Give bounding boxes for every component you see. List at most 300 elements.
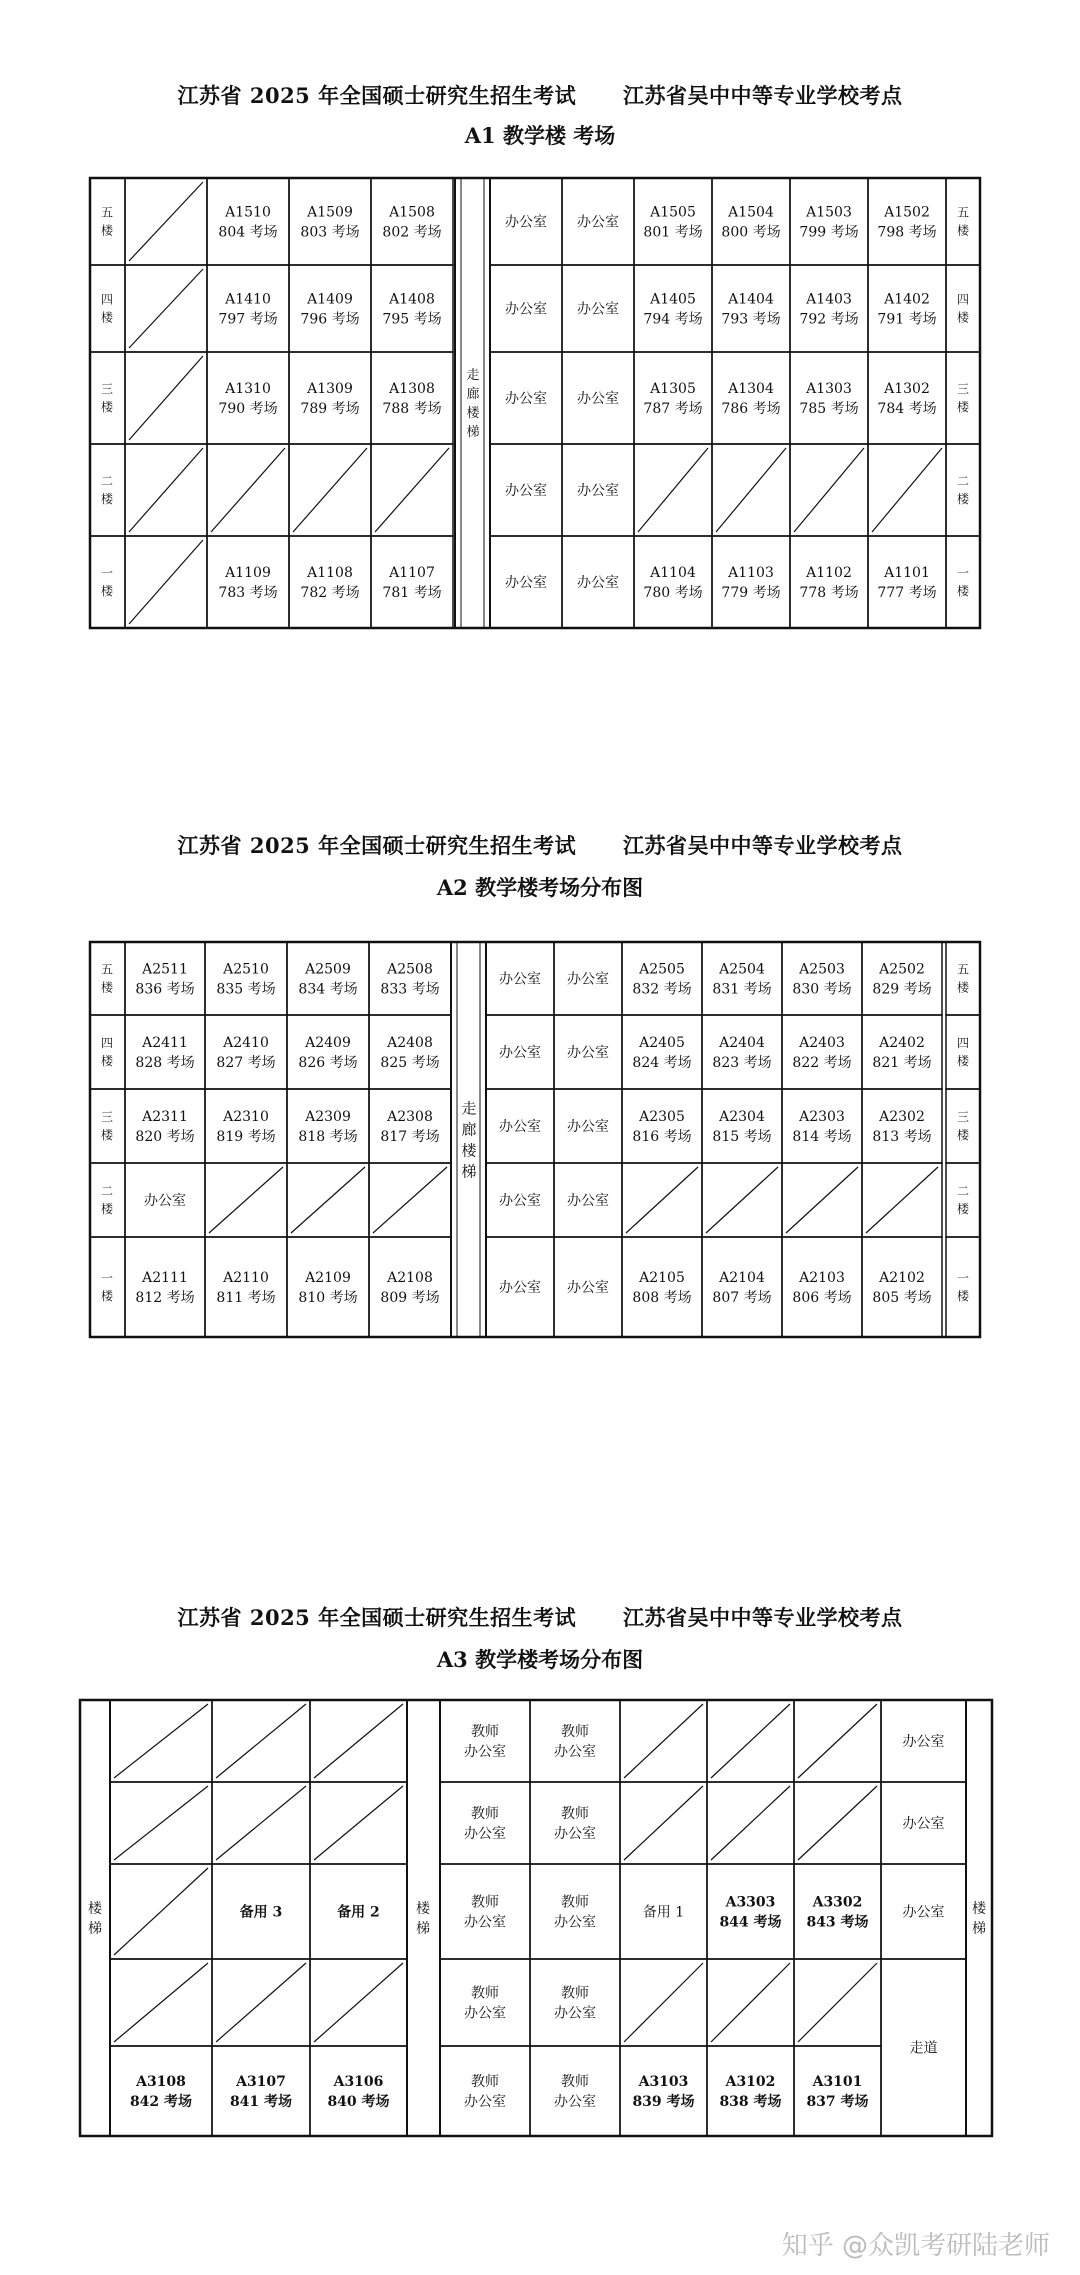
- a2-left-cell-label: A2308: [387, 1109, 433, 1125]
- empty-cell-diagonal: [798, 1963, 877, 2042]
- a3-right-cell: [794, 2046, 881, 2136]
- a1-left-cell: [289, 178, 371, 265]
- a2-right-cell-label: 829 考场: [872, 981, 932, 998]
- a2-left-cell-label: A2410: [223, 1035, 269, 1051]
- a2-left-cell-label: 办公室: [144, 1193, 186, 1209]
- a3-right-cell: [530, 1782, 620, 1864]
- a2-left-cell: [205, 1015, 287, 1089]
- a2-floor-label: 一: [100, 1271, 114, 1285]
- a2-right-cell-label: A2403: [799, 1035, 845, 1051]
- a2-right-cell-label: 办公室: [567, 1280, 609, 1296]
- a2-right-cell-label: A2102: [879, 1270, 925, 1286]
- a2-left-cell-label: 818 考场: [298, 1129, 358, 1145]
- a1-floor-label: 楼: [100, 584, 114, 598]
- a2-right-cell-label: 832 考场: [632, 981, 692, 998]
- a1-left-cell: [371, 352, 453, 444]
- a2-right-cell: [702, 942, 782, 1015]
- a1-left-cell-label: 803 考场: [300, 224, 360, 241]
- a1-left-cell-label: 804 考场: [218, 224, 278, 241]
- a1-right-cell-label: 798 考场: [877, 224, 937, 241]
- empty-cell-diagonal: [624, 1704, 703, 1778]
- a1-left-cell-label: 790 考场: [218, 401, 278, 417]
- a1-floor-label-cell: [946, 536, 980, 628]
- a2-right-cell-label: 办公室: [567, 1193, 609, 1209]
- a2-right-cell-label: 821 考场: [872, 1055, 932, 1071]
- a1-left-cell: [371, 178, 453, 265]
- a3-right-cell: [440, 1782, 530, 1864]
- a2-left-cell-label: A2108: [387, 1270, 433, 1286]
- a1-floor-label-cell: [946, 352, 980, 444]
- a2-right-cell: [862, 1015, 942, 1089]
- a2-right-cell-label: 办公室: [499, 1280, 541, 1296]
- a2-corridor-label: 廊: [461, 1120, 477, 1139]
- a2-left-cell-label: A2109: [305, 1270, 351, 1286]
- a2-left-cell-label: A2409: [305, 1035, 351, 1051]
- empty-cell-diagonal: [794, 448, 864, 532]
- a3-right-cell-label: 备用 1: [642, 1904, 685, 1921]
- a2-left-cell: [205, 1089, 287, 1163]
- a2-floor-label: 楼: [100, 1202, 114, 1216]
- a3-title: 江苏省 2025 年全国硕士研究生招生考试 江苏省吴中中等专业学校考点: [177, 1605, 903, 1630]
- a2-left-cell-label: 820 考场: [135, 1129, 195, 1145]
- a2-floor-label-cell: [90, 1089, 125, 1163]
- a2-right-cell: [622, 1089, 702, 1163]
- a1-floor-label: 楼: [100, 310, 114, 325]
- a3-left-cell-label: A3106: [333, 2074, 384, 2090]
- a1-left-cell-label: 788 考场: [382, 401, 442, 417]
- empty-cell-diagonal: [786, 1167, 858, 1233]
- a3-right-cell-label: 844 考场: [719, 1914, 782, 1931]
- a1-floor-label-cell: [946, 178, 980, 265]
- a1-corridor: [455, 178, 490, 628]
- a1-right-cell-label: 792 考场: [799, 311, 859, 328]
- a3-left-cell-label: A3107: [236, 2074, 286, 2090]
- a3-right-cell: [530, 1700, 620, 1782]
- a1-left-cell-label: A1109: [225, 565, 271, 581]
- empty-cell-diagonal: [638, 448, 708, 532]
- a2-right-cell-label: 806 考场: [792, 1290, 852, 1306]
- a3-right-cell-label: 教师: [471, 2074, 499, 2090]
- a3-right-cell-label: 办公室: [464, 2094, 506, 2110]
- a2-right-cell-label: A2304: [719, 1109, 765, 1125]
- empty-cell-diagonal: [216, 1704, 306, 1778]
- empty-cell-diagonal: [114, 1963, 208, 2042]
- a2-right-cell: [782, 1089, 862, 1163]
- empty-cell-diagonal: [114, 1868, 208, 1955]
- a2-left-cell: [125, 1237, 205, 1337]
- a1-right-cell: [712, 178, 790, 265]
- empty-cell-diagonal: [624, 1963, 703, 2042]
- a1-right-cell: [790, 536, 868, 628]
- a1-floor-label: 五: [956, 205, 970, 220]
- a3-right-cell: [440, 1700, 530, 1782]
- a1-right-cell-label: 办公室: [577, 301, 619, 318]
- a2-right-cell-label: 815 考场: [712, 1129, 772, 1145]
- a1-left-cell-label: A1509: [307, 204, 353, 221]
- a2-right-cell-label: 办公室: [499, 1119, 541, 1135]
- a2-right-cell-label: 830 考场: [792, 981, 852, 998]
- a1-floor-label: 楼: [956, 400, 970, 414]
- a3-stairs-right: [966, 1700, 992, 2136]
- a1-title: 江苏省 2025 年全国硕士研究生招生考试 江苏省吴中中等专业学校考点: [177, 83, 903, 108]
- a3-right-cell-label: A3302: [812, 1894, 863, 1911]
- a1-floor-label: 楼: [956, 223, 970, 238]
- a3-stairs-left: [80, 1700, 110, 2136]
- a2-left-cell-label: 834 考场: [298, 981, 358, 998]
- a1-left-cell-label: A1510: [225, 204, 271, 221]
- a2-left-cell-label: A2110: [223, 1270, 269, 1286]
- a1-right-cell-label: 799 考场: [799, 224, 859, 241]
- a1-left-cell: [371, 536, 453, 628]
- a1-right-cell: [868, 352, 946, 444]
- a2-floor-label: 一: [956, 1271, 970, 1285]
- empty-cell-diagonal: [216, 1786, 306, 1860]
- a1-left-cell-label: 802 考场: [382, 224, 442, 241]
- a2-right-cell-label: A2402: [879, 1035, 925, 1051]
- watermark: 知乎 @众凯考研陆老师: [781, 2231, 1050, 2261]
- a1-right-cell: [712, 352, 790, 444]
- a2-left-cell-label: A2509: [305, 961, 351, 978]
- a2-right-cell: [862, 1237, 942, 1337]
- a3-right-cell: [440, 1959, 530, 2046]
- empty-cell-diagonal: [711, 1786, 790, 1860]
- a3-right-cell: [794, 1864, 881, 1959]
- a2-floor-label: 楼: [956, 980, 970, 995]
- a1-floor-label: 楼: [956, 492, 970, 506]
- a2-right-cell-label: 823 考场: [712, 1055, 772, 1071]
- a2-left-cell: [369, 1089, 451, 1163]
- a1-floor-label: 三: [956, 382, 970, 396]
- a3-left-cell: [310, 2046, 407, 2136]
- a1-left-cell-label: A1409: [307, 291, 353, 308]
- a3-stairs-label: 楼: [972, 1901, 986, 1917]
- a3-left-cell: [110, 2046, 212, 2136]
- a1-right-cell: [790, 352, 868, 444]
- a2-floor-label: 五: [956, 962, 970, 977]
- a2-right-cell-label: A2404: [719, 1035, 765, 1051]
- a2-corridor-label: 走: [461, 1099, 477, 1118]
- empty-cell-diagonal: [209, 1167, 283, 1233]
- a2-right-cell-label: 办公室: [567, 1119, 609, 1135]
- a1-right-cell-label: A1305: [650, 381, 696, 397]
- a1-right-cell-label: A1103: [728, 565, 774, 581]
- a1-left-cell-label: A1410: [225, 291, 271, 308]
- a2-right-cell-label: 805 考场: [872, 1290, 932, 1306]
- a3-right-cell-label: 办公室: [554, 2094, 596, 2110]
- a2-right-cell-label: A2303: [799, 1109, 845, 1125]
- a2-left-cell-label: A2508: [387, 961, 433, 978]
- a3-right-cell-label: 教师: [561, 1806, 589, 1822]
- a3-right-cell-label: 教师: [471, 1985, 499, 2002]
- a3-right-cell-label: 教师: [561, 1724, 589, 1740]
- a1-right-cell: [868, 178, 946, 265]
- a2-left-cell-label: A2411: [142, 1035, 188, 1051]
- a2-right-cell: [622, 1015, 702, 1089]
- a2-corridor-label: 楼: [461, 1141, 477, 1160]
- a1-left-cell-label: A1408: [389, 291, 435, 308]
- a2-left-cell: [287, 942, 369, 1015]
- a1-left-cell: [207, 178, 289, 265]
- a2-right-cell-label: 822 考场: [792, 1055, 852, 1071]
- a3-stairs-label: 梯: [416, 1921, 430, 1937]
- a2-floor-label: 楼: [100, 1289, 114, 1303]
- a3-right-cell-label: 办公室: [554, 2005, 596, 2022]
- a1-left-cell: [207, 352, 289, 444]
- empty-cell-diagonal: [716, 448, 786, 532]
- a1-right-cell: [790, 178, 868, 265]
- a1-floor-label: 四: [100, 292, 114, 307]
- a2-right-cell-label: A2405: [639, 1035, 685, 1051]
- a3-left-cell-label: 备用 3: [239, 1904, 283, 1921]
- a3-right-cell: [707, 2046, 794, 2136]
- a2-right-cell-label: 813 考场: [872, 1129, 932, 1145]
- a1-left-cell-label: 782 考场: [300, 585, 360, 601]
- a1-left-cell-label: 781 考场: [382, 585, 442, 601]
- a1-floor-label: 五: [100, 205, 114, 220]
- a1-right-cell: [868, 265, 946, 352]
- a2-left-cell-label: 819 考场: [216, 1129, 276, 1145]
- a1-right-cell-label: 801 考场: [643, 224, 703, 241]
- a2-floor-label-cell: [90, 1015, 125, 1089]
- a2-right-cell-label: 816 考场: [632, 1129, 692, 1145]
- a2-left-cell: [287, 1237, 369, 1337]
- a1-floor-label: 二: [100, 474, 114, 488]
- a3-right-cell-label: A3303: [725, 1894, 776, 1911]
- a2-right-cell: [702, 1089, 782, 1163]
- a2-right-cell-label: 办公室: [499, 1193, 541, 1209]
- a2-left-cell-label: 833 考场: [380, 981, 440, 998]
- a1-right-cell-label: 791 考场: [877, 311, 937, 328]
- a1-left-cell-label: A1310: [225, 381, 271, 397]
- a1-left-cell: [207, 265, 289, 352]
- a3-right-cell-label: 办公室: [902, 1816, 945, 1832]
- a1-floor-label: 楼: [100, 223, 114, 238]
- a1-floor-label: 楼: [100, 492, 114, 506]
- a3-stairs-label: 梯: [88, 1921, 102, 1937]
- empty-cell-diagonal: [293, 448, 367, 532]
- a2-floor-label-cell: [946, 942, 980, 1015]
- a2-right-cell: [622, 942, 702, 1015]
- a1-right-cell-label: A1504: [728, 204, 774, 221]
- empty-cell-diagonal: [211, 448, 285, 532]
- a1-right-cell-label: 办公室: [505, 483, 547, 499]
- a1-left-cell-label: A1108: [307, 565, 353, 581]
- a2-right-cell-label: 808 考场: [632, 1290, 692, 1306]
- a2-floor-label-cell: [946, 1015, 980, 1089]
- empty-cell-diagonal: [129, 540, 203, 624]
- a2-right-cell: [782, 1237, 862, 1337]
- a1-left-cell: [371, 265, 453, 352]
- a2-right-cell-label: A2502: [879, 961, 925, 978]
- a1-right-cell-label: A1402: [884, 291, 930, 308]
- a3-right-cell: [440, 2046, 530, 2136]
- empty-cell-diagonal: [626, 1167, 698, 1233]
- a3-stairs-middle: [407, 1700, 440, 2136]
- a2-left-cell-label: 809 考场: [380, 1290, 440, 1306]
- a2-floor-label: 楼: [100, 980, 114, 995]
- a2-floor-label: 楼: [956, 1054, 970, 1068]
- a1-floor-label: 二: [956, 474, 970, 488]
- a3-right-cell-label: 办公室: [554, 1914, 596, 1931]
- a2-left-cell: [287, 1015, 369, 1089]
- a2-right-cell-label: A2103: [799, 1270, 845, 1286]
- a2-right-cell-label: 824 考场: [632, 1055, 692, 1071]
- a3-right-cell: [707, 1864, 794, 1959]
- a3-right-cell-label: A3102: [725, 2074, 776, 2090]
- empty-cell-diagonal: [129, 269, 203, 348]
- a2-floor-label: 楼: [956, 1202, 970, 1216]
- a2-floor-plan: [0, 940, 1080, 1360]
- a1-floor-label: 四: [956, 292, 970, 307]
- a2-right-cell: [702, 1015, 782, 1089]
- a2-left-cell: [205, 942, 287, 1015]
- a2-floor-label: 楼: [100, 1128, 114, 1142]
- empty-cell-diagonal: [624, 1786, 703, 1860]
- a1-floor-label-cell: [90, 178, 125, 265]
- a2-floor-label: 五: [100, 962, 114, 977]
- a1-right-cell-label: 办公室: [577, 483, 619, 499]
- a2-floor-label: 四: [956, 1036, 970, 1050]
- a1-left-cell-label: A1107: [389, 565, 435, 581]
- a1-right-cell-label: A1405: [650, 291, 696, 308]
- a2-right-cell-label: A2105: [639, 1270, 685, 1286]
- a1-right-cell-label: 786 考场: [721, 401, 781, 417]
- empty-cell-diagonal: [129, 448, 203, 532]
- a2-right-cell: [702, 1237, 782, 1337]
- a1-right-cell-label: 794 考场: [643, 311, 703, 328]
- a2-left-cell: [125, 1015, 205, 1089]
- a2-left-cell: [205, 1237, 287, 1337]
- a1-floor-label: 一: [956, 566, 970, 580]
- a2-floor-label: 三: [100, 1110, 114, 1124]
- a2-floor-label: 楼: [956, 1128, 970, 1142]
- a1-right-cell: [712, 536, 790, 628]
- a1-right-cell-label: A1102: [806, 565, 852, 581]
- a2-left-cell: [369, 1237, 451, 1337]
- a1-left-cell-label: 783 考场: [218, 585, 278, 601]
- a1-corridor-label: 廊: [466, 387, 480, 402]
- a1-floor-label: 楼: [956, 310, 970, 325]
- a2-left-cell-label: A2111: [142, 1270, 188, 1286]
- a1-corridor-inner: [461, 178, 484, 628]
- a3-right-cell-label: 838 考场: [719, 2094, 782, 2110]
- a2-right-cell-label: A2305: [639, 1109, 685, 1125]
- a3-right-cell-label: 839 考场: [632, 2094, 695, 2110]
- a2-floor-label: 楼: [956, 1289, 970, 1303]
- a1-left-cell-label: A1508: [389, 204, 435, 221]
- a2-left-cell-label: 811 考场: [216, 1290, 276, 1306]
- a2-right-cell-label: 814 考场: [792, 1129, 852, 1145]
- a1-right-cell-label: 780 考场: [643, 585, 703, 601]
- empty-cell-diagonal: [314, 1704, 403, 1778]
- a3-left-cell-label: A3108: [136, 2074, 186, 2090]
- a3-left-cell-label: 备用 2: [337, 1904, 380, 1921]
- a3-right-cell-label: 教师: [561, 2074, 589, 2090]
- a2-right-cell-label: 办公室: [567, 1045, 609, 1061]
- a2-left-cell-label: A2511: [142, 961, 188, 978]
- a3-right-cell-label: 办公室: [464, 1744, 506, 1760]
- a2-left-cell-label: 812 考场: [135, 1290, 195, 1306]
- a1-floor-label-cell: [946, 265, 980, 352]
- a2-floor-label-cell: [946, 1089, 980, 1163]
- empty-cell-diagonal: [291, 1167, 365, 1233]
- a1-right-cell: [868, 536, 946, 628]
- a2-right-cell-label: A2505: [639, 961, 685, 978]
- a1-left-cell-label: 797 考场: [218, 311, 278, 328]
- a3-right-cell-label: 教师: [471, 1806, 499, 1822]
- a2-left-cell: [369, 942, 451, 1015]
- a1-right-cell: [790, 265, 868, 352]
- a1-corridor-label: 楼: [466, 406, 480, 421]
- a2-left-cell-label: A2510: [223, 961, 269, 978]
- a3-right-cell: [530, 1959, 620, 2046]
- a1-right-cell-label: 办公室: [577, 214, 619, 231]
- a3-stairs-label: 梯: [972, 1921, 986, 1937]
- a1-right-cell-label: A1104: [650, 565, 696, 581]
- a2-floor-label-cell: [90, 1237, 125, 1337]
- a1-right-cell-label: A1101: [884, 565, 930, 581]
- a1-left-cell: [289, 265, 371, 352]
- a1-corridor-label: 走: [466, 368, 480, 383]
- a1-left-cell-label: A1309: [307, 381, 353, 397]
- a1-right-cell-label: 777 考场: [877, 585, 937, 601]
- a1-floor-label: 一: [100, 566, 114, 580]
- empty-cell-diagonal: [375, 448, 449, 532]
- a2-left-cell-label: 835 考场: [216, 981, 276, 998]
- a3-right-cell-label: A3101: [812, 2074, 863, 2090]
- a2-floor-label: 四: [100, 1036, 114, 1050]
- a1-left-cell-label: A1308: [389, 381, 435, 397]
- a1-right-cell-label: 787 考场: [643, 401, 703, 417]
- a1-right-cell-label: 778 考场: [799, 585, 859, 601]
- a2-left-cell-label: A2310: [223, 1109, 269, 1125]
- a2-right-cell: [622, 1237, 702, 1337]
- a2-left-cell-label: 826 考场: [298, 1055, 358, 1071]
- empty-cell-diagonal: [798, 1786, 877, 1860]
- a1-right-cell-label: A1505: [650, 204, 696, 221]
- a2-right-cell-label: 办公室: [499, 971, 541, 988]
- a1-left-cell: [207, 536, 289, 628]
- a2-right-cell-label: 办公室: [567, 971, 609, 988]
- a1-floor-label: 楼: [100, 400, 114, 414]
- a1-right-cell-label: 785 考场: [799, 401, 859, 417]
- a2-left-cell-label: 825 考场: [380, 1055, 440, 1071]
- a2-left-cell-label: A2309: [305, 1109, 351, 1125]
- a1-right-cell-label: A1302: [884, 381, 930, 397]
- a1-right-cell-label: 800 考场: [721, 224, 781, 241]
- a3-right-cell-label: 办公室: [554, 1826, 596, 1842]
- a2-title: 江苏省 2025 年全国硕士研究生招生考试 江苏省吴中中等专业学校考点: [177, 833, 903, 858]
- a2-left-cell: [125, 942, 205, 1015]
- a3-right-cell-label: 837 考场: [806, 2094, 869, 2110]
- a2-floor-label-cell: [90, 1163, 125, 1237]
- empty-cell-diagonal: [314, 1963, 403, 2042]
- a1-right-cell-label: 办公室: [505, 301, 547, 318]
- a2-corridor-label: 梯: [461, 1162, 477, 1181]
- a2-right-cell: [862, 1089, 942, 1163]
- a1-right-cell-label: A1303: [806, 381, 852, 397]
- a2-right-cell-label: 807 考场: [712, 1290, 772, 1306]
- a2-right-cell-label: 831 考场: [712, 981, 772, 998]
- a2-right-cell: [862, 942, 942, 1015]
- a2-left-cell-label: 828 考场: [135, 1055, 195, 1071]
- a2-right-cell: [782, 1015, 862, 1089]
- empty-cell-diagonal: [114, 1786, 208, 1860]
- empty-cell-diagonal: [706, 1167, 778, 1233]
- a3-right-cell-label: 办公室: [554, 1744, 596, 1760]
- a2-left-cell: [287, 1089, 369, 1163]
- a1-floor-label: 三: [100, 382, 114, 396]
